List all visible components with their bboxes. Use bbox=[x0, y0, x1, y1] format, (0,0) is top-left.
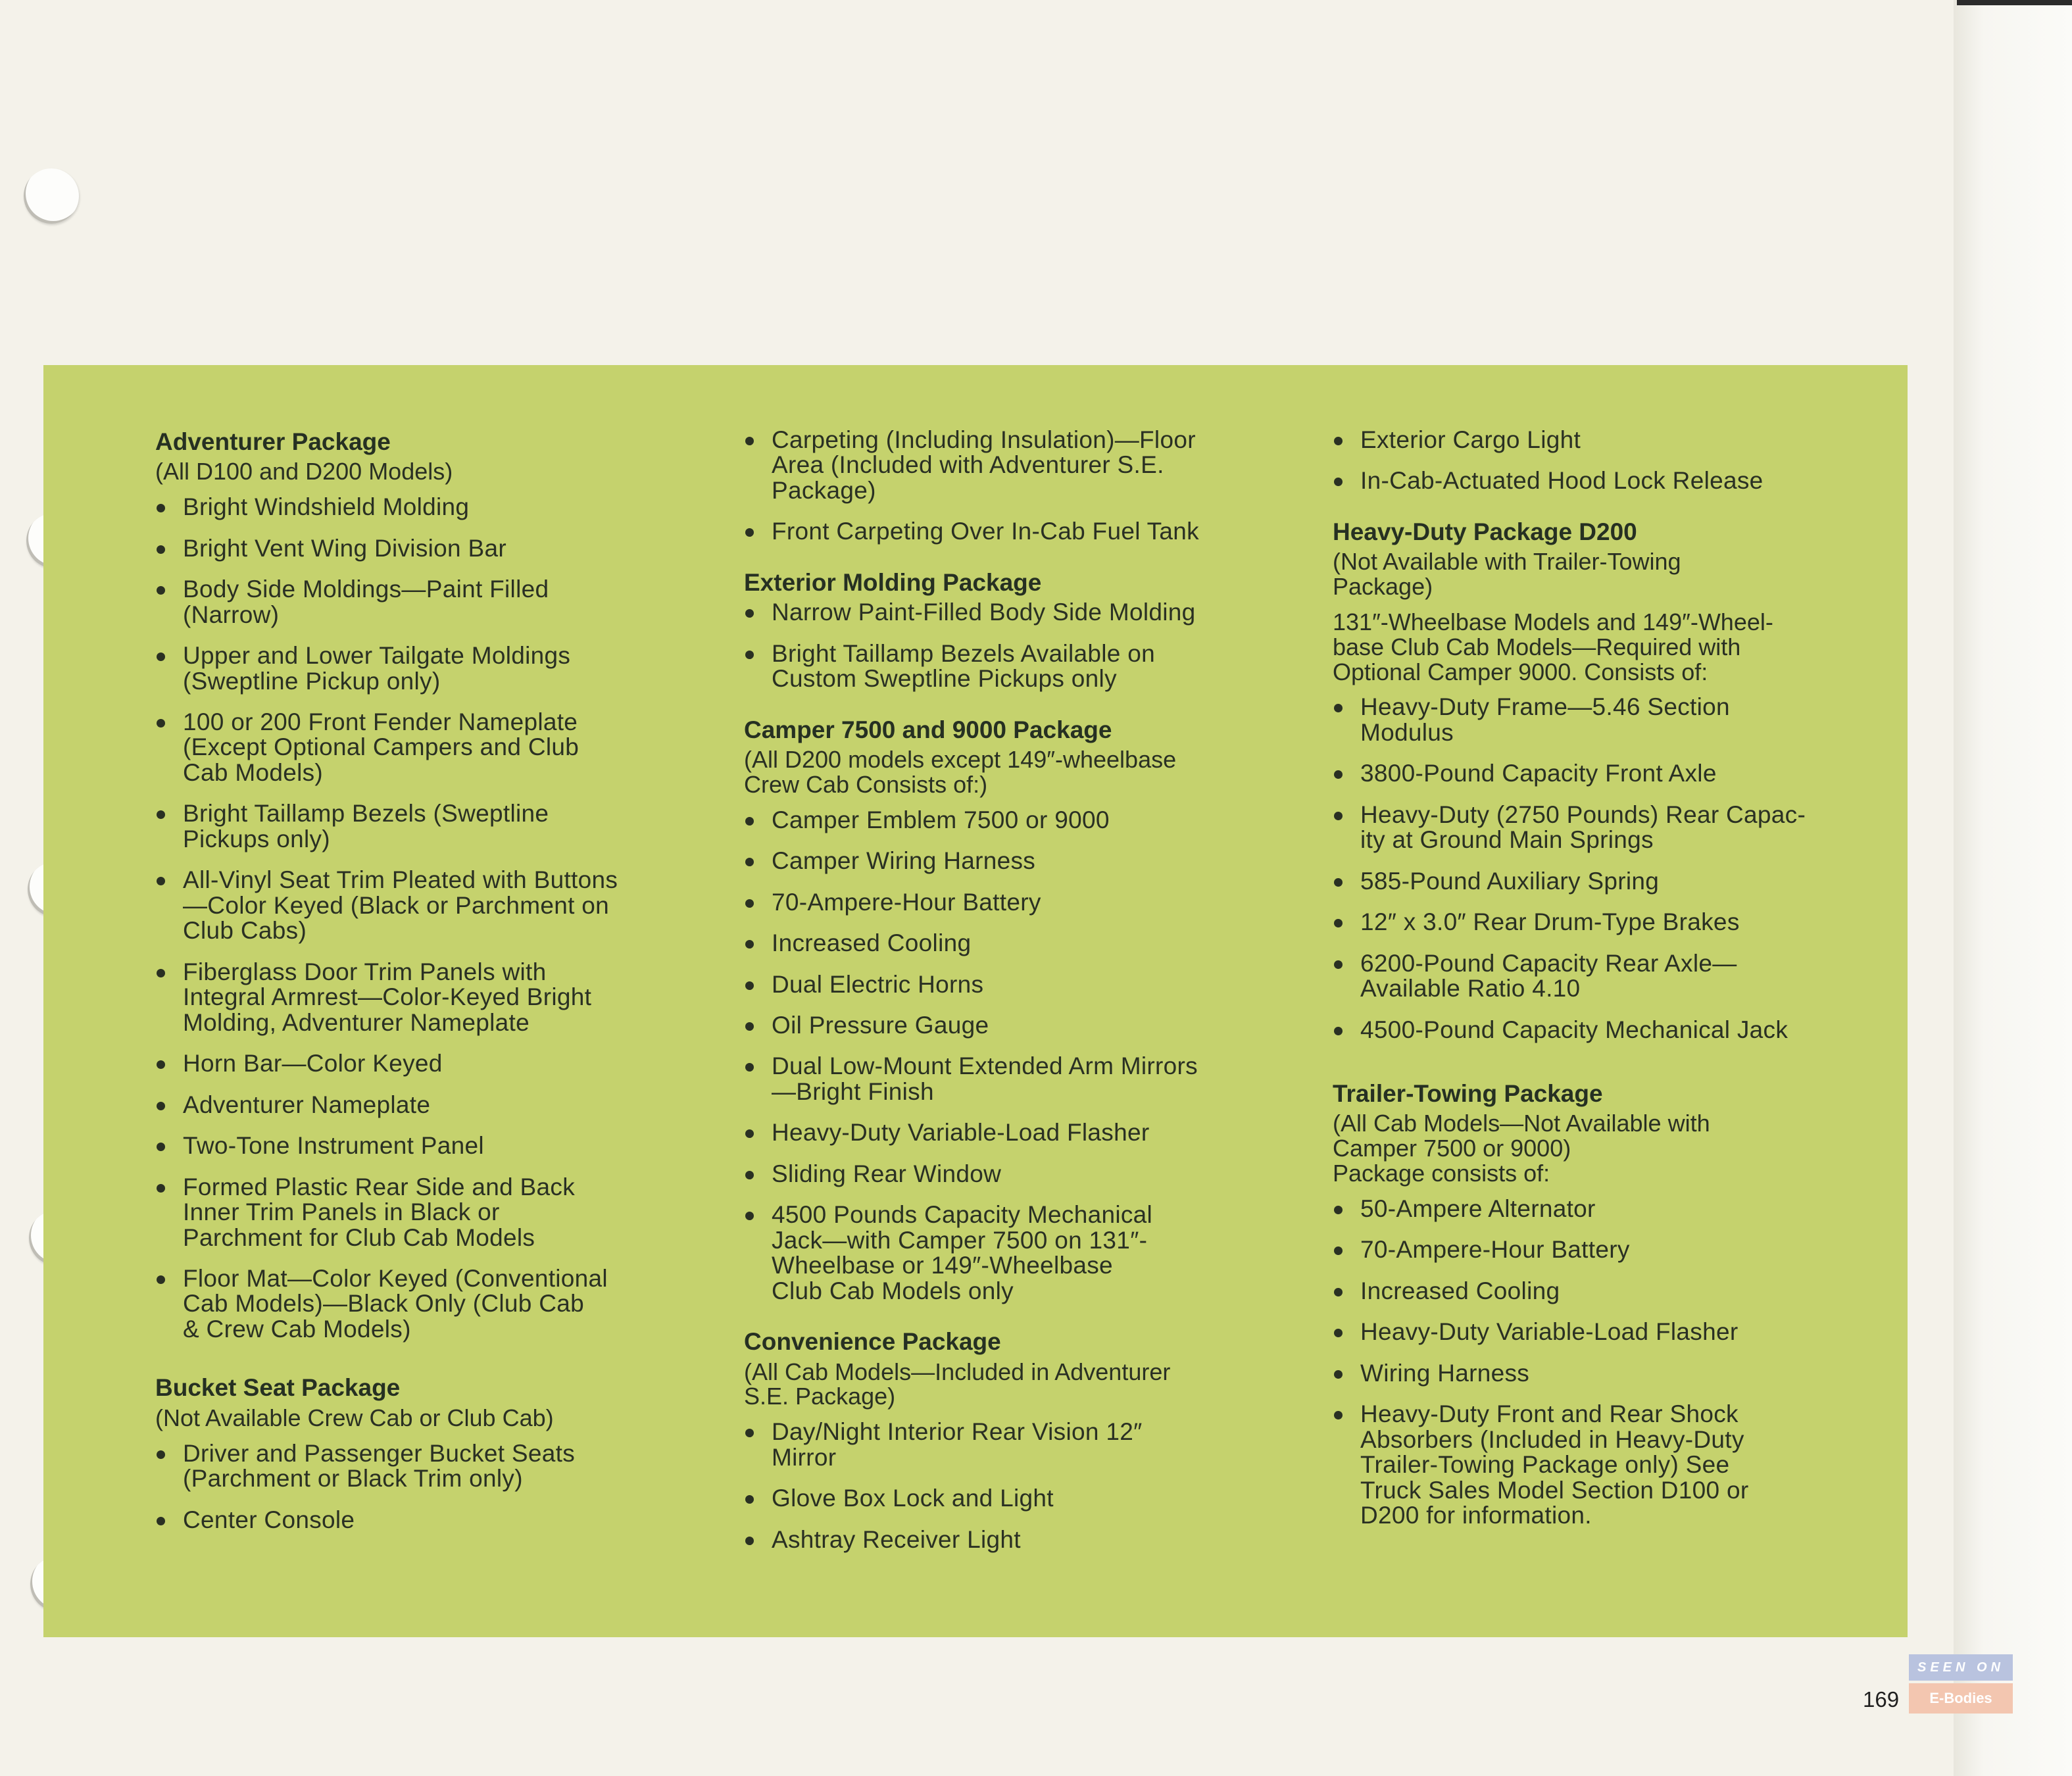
item-list bbox=[744, 428, 1244, 545]
list-item: Day/Night Interior Rear Vision 12″ Mirror bbox=[744, 1419, 1244, 1470]
list-item: Two-Tone Instrument Panel bbox=[155, 1133, 655, 1158]
punch-hole bbox=[24, 168, 79, 224]
list-item: Dual Electric Horns bbox=[744, 972, 1244, 997]
list-item: Wiring Harness bbox=[1333, 1361, 1833, 1386]
list-item: Increased Cooling bbox=[744, 931, 1244, 956]
list-item: Front Carpeting Over In-Cab Fuel Tank bbox=[744, 519, 1244, 544]
section-subtitle: (All D200 models except 149″-wheelbase Crew Cab Consists of:) bbox=[744, 746, 1177, 798]
list-item: Camper Wiring Harness bbox=[744, 849, 1244, 874]
list-item: Narrow Paint-Filled Body Side Molding bbox=[744, 600, 1244, 625]
watermark-top: SEEN ON bbox=[1909, 1654, 2013, 1681]
convenience-package bbox=[744, 1327, 1244, 1552]
list-item: Dual Low-Mount Extended Arm Mirrors —Bright Finish bbox=[744, 1054, 1244, 1104]
item-list bbox=[155, 495, 655, 1342]
item-list bbox=[744, 600, 1244, 691]
list-item: Upper and Lower Tailgate Moldings (Sweptline Pickup only) bbox=[155, 643, 655, 694]
list-item: Glove Box Lock and Light bbox=[744, 1486, 1244, 1511]
item-list bbox=[1333, 695, 1833, 1043]
page-edge bbox=[1954, 0, 2072, 1776]
convenience-package-continued bbox=[1333, 428, 1833, 494]
item-list bbox=[155, 1441, 655, 1533]
exterior-molding-package bbox=[744, 568, 1244, 692]
list-item: All-Vinyl Seat Trim Pleated with Buttons —Color Keyed (Black or Parchment on Club Cabs) bbox=[155, 868, 655, 943]
list-item: Bright Vent Wing Division Bar bbox=[155, 536, 655, 561]
list-item: Heavy-Duty Front and Rear Shock Absorbers (Included in Heavy-Duty Trailer-Towing Package only) See Truck Sales Model Section D100 or D200 for information. bbox=[1333, 1402, 1833, 1528]
list-item: Carpeting (Including Insulation)—Floor Area (Included with Adventurer S.E. Package) bbox=[744, 428, 1244, 503]
list-item: Driver and Passenger Bucket Seats (Parchment or Black Trim only) bbox=[155, 1441, 655, 1492]
list-item: 6200-Pound Capacity Rear Axle— Available Ratio 4.10 bbox=[1333, 951, 1833, 1002]
list-item: Heavy-Duty Frame—5.46 Section Modulus bbox=[1333, 695, 1833, 745]
list-item: Fiberglass Door Trim Panels with Integral Armrest—Color-Keyed Bright Molding, Adventurer Nameplate bbox=[155, 960, 655, 1035]
section-subtitle: (All Cab Models—Not Available with Camper 7500 or 9000) Package consists of: bbox=[1333, 1110, 1710, 1187]
section-heading: Convenience Package bbox=[744, 1328, 1001, 1356]
column-1 bbox=[155, 428, 655, 1564]
section-note: 131″-Wheelbase Models and 149″-Wheel- base Club Cab Models—Required with Optional Camper 9000. Consists of: bbox=[1333, 608, 1773, 685]
section-subtitle: (Not Available Crew Cab or Club Cab) bbox=[155, 1404, 554, 1431]
list-item: Adventurer Nameplate bbox=[155, 1093, 655, 1118]
list-item: 70-Ampere-Hour Battery bbox=[744, 890, 1244, 915]
item-list bbox=[1333, 1196, 1833, 1529]
list-item: Bright Taillamp Bezels (Sweptline Pickups only) bbox=[155, 801, 655, 852]
list-item: Sliding Rear Window bbox=[744, 1162, 1244, 1187]
section-heading: Bucket Seat Package bbox=[155, 1374, 401, 1402]
list-item: Bright Windshield Molding bbox=[155, 495, 655, 520]
item-list bbox=[744, 1419, 1244, 1552]
list-item: Horn Bar—Color Keyed bbox=[155, 1051, 655, 1076]
list-item: Heavy-Duty Variable-Load Flasher bbox=[744, 1120, 1244, 1145]
list-item: Center Console bbox=[155, 1508, 655, 1533]
heavy-duty-package bbox=[1333, 518, 1833, 1043]
list-item: 70-Ampere-Hour Battery bbox=[1333, 1237, 1833, 1262]
list-item: 100 or 200 Front Fender Nameplate (Except Optional Campers and Club Cab Models) bbox=[155, 710, 655, 785]
section-subtitle: (All Cab Models—Included in Adventurer S.E. Package) bbox=[744, 1358, 1171, 1410]
list-item: Body Side Moldings—Paint Filled (Narrow) bbox=[155, 577, 655, 628]
list-item: Formed Plastic Rear Side and Back Inner Trim Panels in Black or Parchment for Club Cab Models bbox=[155, 1175, 655, 1250]
section-heading: Adventurer Package bbox=[155, 428, 391, 455]
seen-on-ebodies-logo bbox=[1909, 1654, 2013, 1716]
list-item: 585-Pound Auxiliary Spring bbox=[1333, 869, 1833, 894]
column-2 bbox=[744, 428, 1244, 1584]
list-item: Heavy-Duty Variable-Load Flasher bbox=[1333, 1320, 1833, 1344]
list-item: Oil Pressure Gauge bbox=[744, 1013, 1244, 1038]
bucket-seat-package bbox=[155, 1373, 655, 1533]
adventurer-package-continued bbox=[744, 428, 1244, 545]
list-item: Increased Cooling bbox=[1333, 1279, 1833, 1304]
list-item: 4500 Pounds Capacity Mechanical Jack—with Camper 7500 on 131″- Wheelbase or 149″-Wheelbase Club Cab Models only bbox=[744, 1202, 1244, 1304]
section-heading: Heavy-Duty Package D200 bbox=[1333, 518, 1637, 545]
section-heading: Trailer-Towing Package bbox=[1333, 1080, 1603, 1107]
binder-edge bbox=[1957, 0, 2072, 5]
list-item: In-Cab-Actuated Hood Lock Release bbox=[1333, 468, 1833, 493]
list-item: Heavy-Duty (2750 Pounds) Rear Capac- ity at Ground Main Springs bbox=[1333, 802, 1833, 853]
section-heading: Camper 7500 and 9000 Package bbox=[744, 716, 1112, 743]
list-item: Camper Emblem 7500 or 9000 bbox=[744, 808, 1244, 833]
item-list bbox=[1333, 428, 1833, 494]
list-item: Ashtray Receiver Light bbox=[744, 1527, 1244, 1552]
list-item: 3800-Pound Capacity Front Axle bbox=[1333, 761, 1833, 786]
item-list bbox=[744, 808, 1244, 1304]
options-panel bbox=[43, 365, 1908, 1637]
column-3 bbox=[1333, 428, 1833, 1560]
list-item: Exterior Cargo Light bbox=[1333, 428, 1833, 453]
section-subtitle: (Not Available with Trailer-Towing Package) bbox=[1333, 548, 1681, 601]
page-number: 169 bbox=[1863, 1687, 1900, 1712]
list-item: 12″ x 3.0″ Rear Drum-Type Brakes bbox=[1333, 910, 1833, 935]
section-heading: Exterior Molding Package bbox=[744, 568, 1042, 596]
trailer-towing-package bbox=[1333, 1079, 1833, 1528]
list-item: 4500-Pound Capacity Mechanical Jack bbox=[1333, 1018, 1833, 1043]
section-subtitle: (All D100 and D200 Models) bbox=[155, 458, 453, 485]
watermark-bottom: E-Bodies bbox=[1909, 1683, 2013, 1714]
list-item: 50-Ampere Alternator bbox=[1333, 1196, 1833, 1221]
camper-package bbox=[744, 716, 1244, 1304]
adventurer-package bbox=[155, 428, 655, 1342]
list-item: Bright Taillamp Bezels Available on Custom Sweptline Pickups only bbox=[744, 641, 1244, 692]
list-item: Floor Mat—Color Keyed (Conventional Cab Models)—Black Only (Club Cab & Crew Cab Models) bbox=[155, 1266, 655, 1342]
